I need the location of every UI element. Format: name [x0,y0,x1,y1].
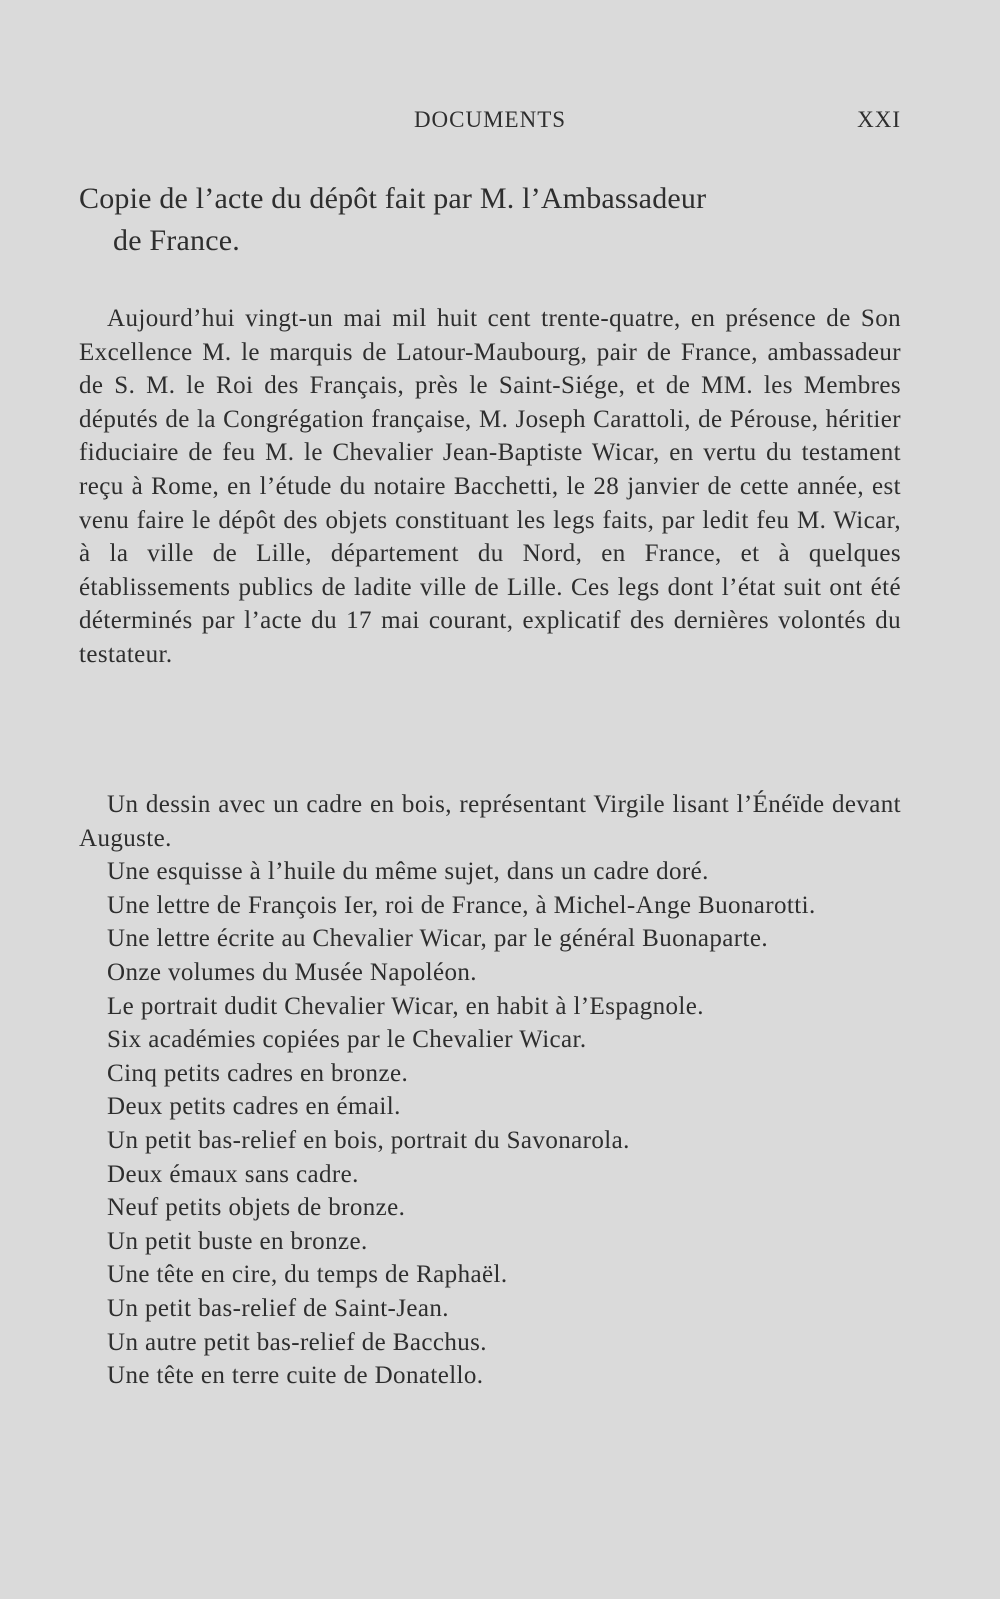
list-item: Une lettre écrite au Chevalier Wicar, par le général Buonaparte. [107,925,768,953]
running-header [79,107,901,141]
list-item: Un autre petit bas-relief de Bacchus. [107,1328,487,1356]
list-item: Deux petits cadres en émail. [107,1093,401,1121]
page-number: XXI [857,107,901,132]
list-item: Un dessin avec un cadre en bois, représentant Virgile lisant l’Énéïde devant Auguste. [79,791,901,852]
list-item: Le portrait dudit Chevalier Wicar, en habit à l’Espagnole. [107,992,704,1020]
section-heading-line-2: de France. [113,224,240,257]
section-heading [79,178,909,262]
running-title: DOCUMENTS [413,107,567,132]
list-item: Une tête en terre cuite de Donatello. [107,1362,484,1390]
list-item: Une lettre de François Ier, roi de France, à Michel-Ange Buonarotti. [107,891,816,919]
section-heading-line-1: Copie de l’acte du dépôt fait par M. l’Ambassadeur [79,182,707,215]
list-item: Un petit bas-relief de Saint-Jean. [107,1294,449,1322]
legacy-items-list [79,788,901,1393]
list-item: Neuf petits objets de bronze. [107,1194,406,1222]
list-item: Un petit bas-relief en bois, portrait du Savonarola. [107,1126,630,1154]
list-item: Une tête en cire, du temps de Raphaël. [107,1261,508,1289]
list-item: Une esquisse à l’huile du même sujet, dans un cadre doré. [107,858,709,886]
deposit-paragraph: Aujourd’hui vingt-un mai mil huit cent trente-quatre, en présence de Son Excellence M. le marquis de Latour-Maubourg, pair de France, ambassadeur de S. M. le Roi des Français, près le Saint-Siége, et de MM. les Membres députés de la Congrégation française, M. Joseph Carattoli, de Pérouse, héritier fiduciaire de feu M. le Chevalier Jean-Baptiste Wicar, en vertu du testament reçu à Rome, en l’étude du notaire Bacchetti, le 28 janvier de cette année, est venu faire le dépôt des objets constituant les legs faits, par ledit feu M. Wicar, à la ville de Lille, département du Nord, en France, et à quelques établissements publics de ladite ville de Lille. Ces legs dont l’état suit ont été déterminés par l’acte du 17 mai courant, explicatif des dernières volontés du testateur. [79,305,901,668]
list-item: Deux émaux sans cadre. [107,1160,359,1188]
list-item: Six académies copiées par le Chevalier Wicar. [107,1026,587,1054]
list-item: Cinq petits cadres en bronze. [107,1059,409,1087]
list-item: Un petit buste en bronze. [107,1227,368,1255]
list-item: Onze volumes du Musée Napoléon. [107,958,477,986]
